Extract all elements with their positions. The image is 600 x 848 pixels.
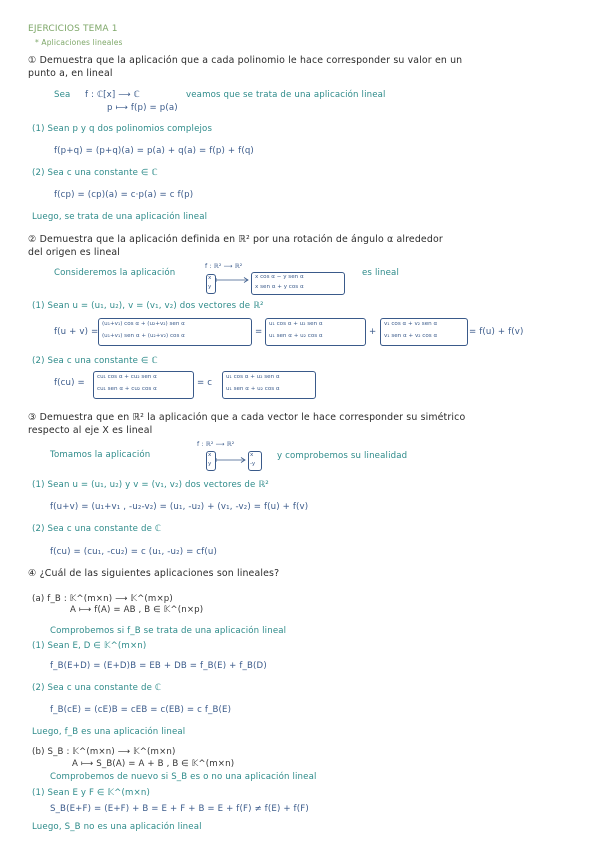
page-subtitle: * Aplicaciones lineales [35,38,123,47]
ex2-sum-row1: (u₁+v₁) cos α + (u₂+v₂) sen α [102,321,185,327]
ex1-step2-equation: f(cp) = (cp)(a) = c·p(a) = c f(p) [54,190,194,200]
ex2-cu-row1: cu₁ cos α + cu₂ sen α [97,374,157,380]
ex1-statement-line1: ① Demuestra que la aplicación que a cada polinomio le hace corresponder su valor en un [28,55,463,66]
ex4-a-step2-heading: (2) Sea c una constante de ℂ [32,683,162,693]
ex2-map-definition: f : ℝ² ⟶ ℝ² [205,263,243,270]
ex4-b-conclusion: Luego, S_B no es una aplicación lineal [32,822,202,832]
ex4-b-rule: A ⟼ S_B(A) = A + B , B ∈ 𝕂^(m×n) [72,759,235,769]
ex4-a-step1-heading: (1) Sean E, D ∈ 𝕂^(m×n) [32,641,147,651]
ex2-step1-heading: (1) Sean u = (u₁, u₂), v = (v₁, v₂) dos vectores de ℝ² [32,301,264,311]
ex2-es-lineal: es lineal [362,268,400,278]
ex4-b-heading: (b) S_B : 𝕂^(m×n) ⟶ 𝕂^(m×n) [32,747,176,757]
ex1-conclusion: Luego, se trata de una aplicación lineal [32,212,208,222]
ex4-a-step2-equation: f_B(cE) = (cE)B = cEB = c(EB) = c f_B(E) [50,705,232,715]
ex2-statement-line1: ② Demuestra que la aplicación definida en ℝ² por una rotación de ángulo α alrededor [28,234,443,245]
ex3-step2-equation: f(cu) = (cu₁, -cu₂) = c (u₁, -u₂) = cf(u) [50,547,217,557]
ex4-a-rule: A ⟼ f(A) = AB , B ∈ 𝕂^(n×p) [70,605,204,615]
ex2-consider: Consideremos la aplicación [54,268,176,278]
ex1-veamos: veamos que se trata de una aplicación lineal [186,90,386,100]
ex3-step1-equation: f(u+v) = (u₁+v₁ , -u₂-v₂) = (u₁, -u₂) + (v₁, -v₂) = f(u) + f(v) [50,502,309,512]
ex2-step1-result: = f(u) + f(v) [469,327,524,337]
ex3-comprobemos: y comprobemos su linealidad [277,451,408,461]
ex2-step2-heading: (2) Sea c una constante ∈ ℂ [32,356,158,366]
page-title: EJERCICIOS TEMA 1 [28,24,118,34]
ex2-step2-lhs: f(cu) = [54,378,85,388]
ex1-statement-line2: punto a, en lineal [28,68,113,79]
ex2-cu-row2: cu₁ sen α + cu₂ cos α [97,386,157,392]
ex3-step1-heading: (1) Sean u = (u₁, u₂) y v = (v₁, v₂) dos vectores de ℝ² [32,480,269,490]
ex4-statement: ④ ¿Cuál de las siguientes aplicaciones son lineales? [28,568,280,579]
ex3-tomamos: Tomamos la aplicación [50,450,151,460]
ex2-u-row1: u₁ cos α + u₂ sen α [226,374,280,380]
ex1-sea: Sea [54,90,71,100]
ex3-statement-line2: respecto al eje X es lineal [28,425,153,436]
ex1-step1-heading: (1) Sean p y q dos polinomios complejos [32,124,213,134]
ex3-step2-heading: (2) Sea c una constante de ℂ [32,524,162,534]
ex1-map-rule: p ⟼ f(p) = p(a) [107,103,178,113]
ex3-vec-y: y [208,461,212,467]
ex2-statement-line2: del origen es lineal [28,247,121,258]
ex3-statement-line1: ③ Demuestra que en ℝ² la aplicación que a cada vector le hace corresponder su simétrico [28,412,466,423]
ex4-a-check: Comprobemos si f_B se trata de una aplicación lineal [50,626,287,636]
ex3-img-y: -y [250,461,256,467]
ex3-vec-x: x [208,452,212,458]
ex2-fu-row2: u₁ sen α + u₂ cos α [269,333,323,339]
ex2-step2-mid: = c [197,378,213,388]
ex2-sum-row2: (u₁+v₁) sen α + (u₂+v₂) cos α [102,333,185,339]
ex1-step2-heading: (2) Sea c una constante ∈ ℂ [32,168,158,178]
ex3-map-definition: f : ℝ² ⟶ ℝ² [197,441,235,448]
ex4-a-conclusion: Luego, f_B es una aplicación lineal [32,727,186,737]
ex3-img-x: x [250,452,254,458]
ex4-a-step1-equation: f_B(E+D) = (E+D)B = EB + DB = f_B(E) + f_B(D) [50,661,267,671]
ex1-map-definition: f : ℂ[x] ⟶ ℂ [85,90,140,100]
ex4-a-heading: (a) f_B : 𝕂^(m×n) ⟶ 𝕂^(m×p) [32,594,173,604]
ex3-maps-to-head [241,458,245,463]
ex2-fv-row2: v₁ sen α + v₂ cos α [384,333,438,339]
ex2-image-row2: x sen α + y cos α [255,284,304,290]
ex2-vec-x: x [208,275,212,281]
ex2-step1-lhs: f(u + v) = [54,327,99,337]
ex2-u-row2: u₁ sen α + u₂ cos α [226,386,280,392]
ex2-vec-y: y [208,284,212,290]
ex2-plus: + [369,327,377,337]
ex2-fu-row1: u₁ cos α + u₂ sen α [269,321,323,327]
ex2-maps-to-head [244,278,248,283]
ex2-fv-row1: v₁ cos α + v₂ sen α [384,321,438,327]
ex2-image-row1: x cos α − y sen α [255,274,304,280]
ex4-b-step1-heading: (1) Sean E y F ∈ 𝕂^(m×n) [32,788,150,798]
ex2-equals-1: = [255,327,263,337]
ex1-step1-equation: f(p+q) = (p+q)(a) = p(a) + q(a) = f(p) + f(q) [54,146,254,156]
ex4-b-step1-equation: S_B(E+F) = (E+F) + B = E + F + B = E + f(F) ≠ f(E) + f(F) [50,804,309,814]
ex4-b-check: Comprobemos de nuevo si S_B es o no una aplicación lineal [50,772,317,782]
